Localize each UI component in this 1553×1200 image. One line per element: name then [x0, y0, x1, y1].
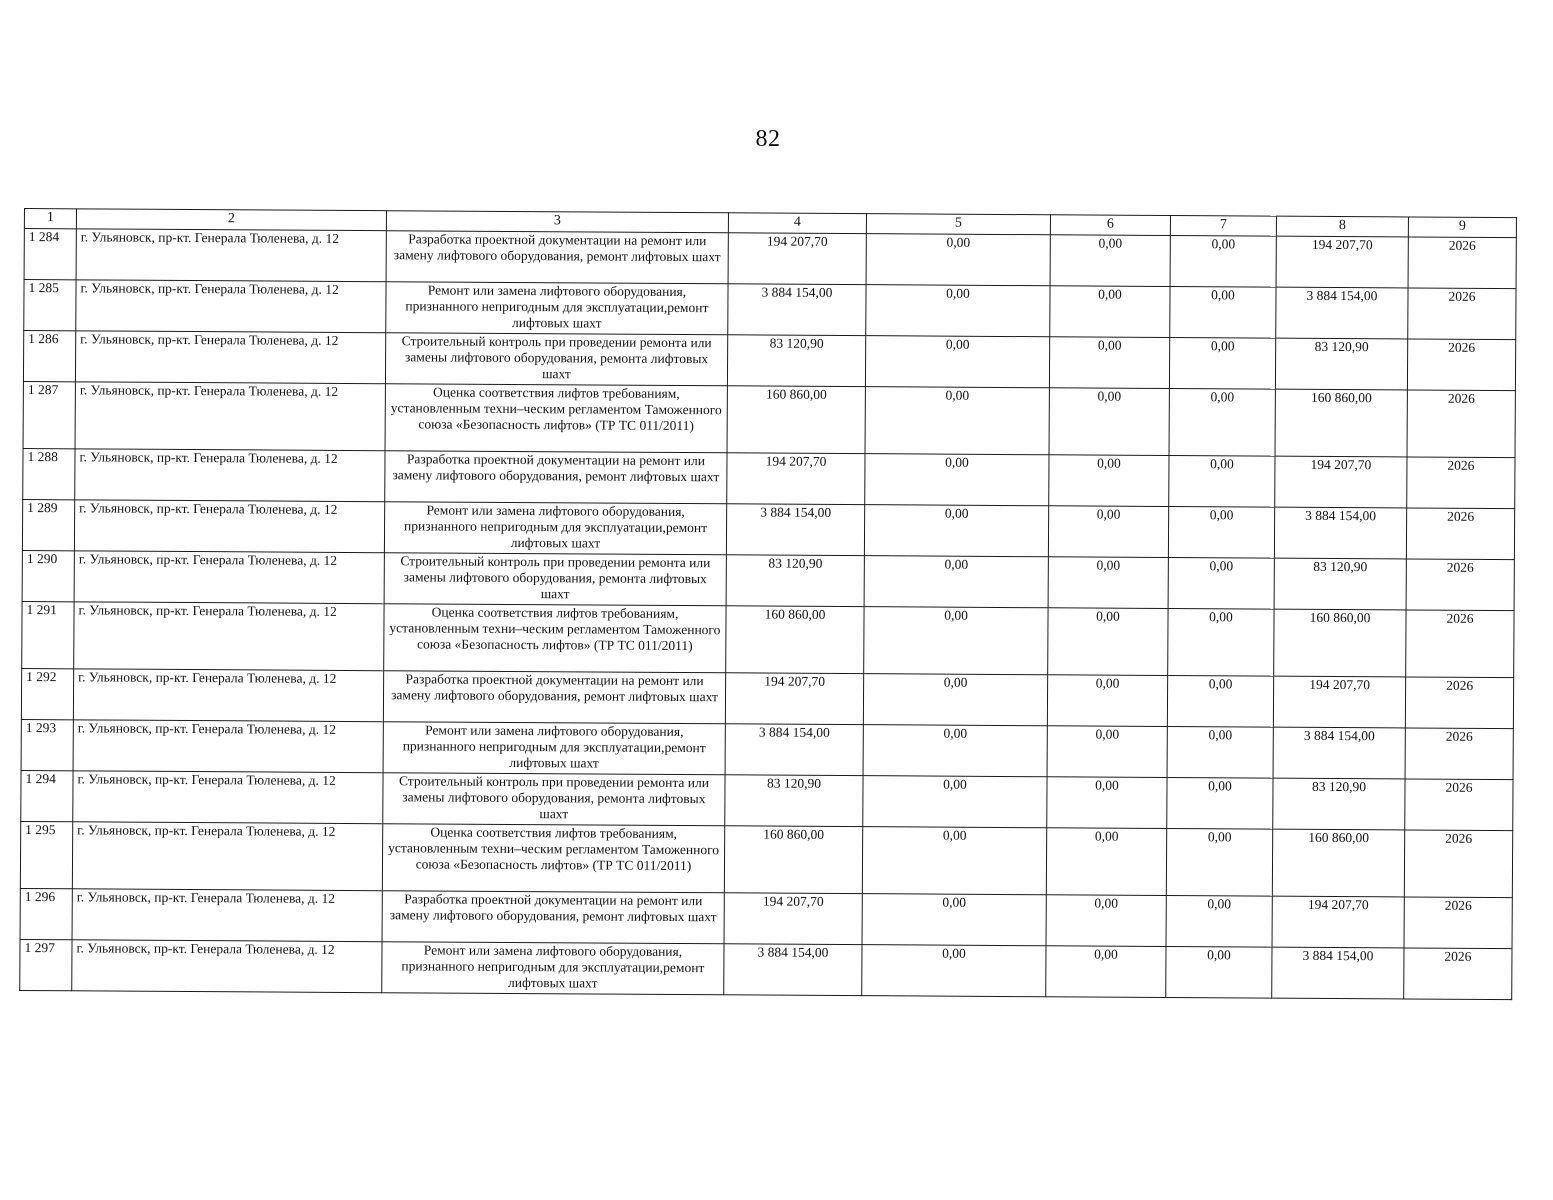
address-cell: г. Ульяновск, пр-кт. Генерала Тюленева, д. 12 — [74, 602, 384, 671]
column-header: 9 — [1408, 217, 1516, 238]
column-8-cell: 160 860,00 — [1275, 389, 1407, 457]
column-8-cell: 194 207,70 — [1272, 896, 1404, 948]
table-row — [21, 668, 1513, 728]
column-header: 2 — [76, 209, 386, 231]
total-cost-cell: 194 207,70 — [728, 233, 866, 285]
row-number-cell: 1 292 — [21, 668, 73, 719]
table-row — [22, 601, 1514, 677]
row-number-cell: 1 284 — [24, 229, 76, 280]
column-header: 6 — [1050, 215, 1170, 236]
column-8-cell: 83 120,90 — [1274, 558, 1406, 610]
year-cell: 2026 — [1406, 508, 1514, 560]
column-7-cell: 0,00 — [1168, 608, 1274, 676]
row-number-cell: 1 294 — [21, 770, 73, 821]
column-7-cell: 0,00 — [1169, 389, 1275, 457]
column-8-cell: 3 884 154,00 — [1273, 727, 1405, 779]
column-8-cell: 160 860,00 — [1274, 609, 1406, 677]
column-8-cell: 194 207,70 — [1275, 456, 1407, 508]
column-7-cell: 0,00 — [1169, 455, 1275, 507]
table-row — [21, 719, 1513, 779]
column-6-cell: 0,00 — [1050, 286, 1170, 338]
table-row — [23, 381, 1515, 457]
column-header: 7 — [1170, 216, 1276, 237]
column-6-cell: 0,00 — [1047, 675, 1167, 727]
address-cell: г. Ульяновск, пр-кт. Генерала Тюленева, д. 12 — [74, 551, 384, 604]
register-table-container — [19, 208, 1516, 1000]
column-5-cell: 0,00 — [865, 387, 1049, 455]
column-6-cell: 0,00 — [1048, 506, 1168, 558]
column-5-cell: 0,00 — [866, 285, 1050, 337]
column-5-cell: 0,00 — [865, 454, 1049, 506]
row-number-cell: 1 291 — [22, 601, 74, 668]
column-7-cell: 0,00 — [1170, 236, 1276, 288]
column-header: 3 — [386, 211, 728, 233]
column-5-cell: 0,00 — [864, 607, 1048, 675]
column-6-cell: 0,00 — [1050, 235, 1170, 287]
work-type-cell: Разработка проектной документации на ремонт или замену лифтового оборудования, ремонт лифтовых шахт — [382, 891, 724, 944]
total-cost-cell: 194 207,70 — [725, 673, 863, 725]
column-5-cell: 0,00 — [864, 556, 1048, 608]
row-number-cell: 1 286 — [23, 331, 75, 382]
year-cell: 2026 — [1404, 830, 1512, 898]
column-6-cell: 0,00 — [1046, 946, 1166, 998]
row-number-cell: 1 285 — [24, 280, 76, 331]
column-7-cell: 0,00 — [1167, 726, 1273, 778]
address-cell: г. Ульяновск, пр-кт. Генерала Тюленева, д. 12 — [76, 280, 386, 333]
total-cost-cell: 83 120,90 — [726, 555, 864, 607]
row-number-cell: 1 287 — [23, 381, 75, 448]
column-6-cell: 0,00 — [1046, 828, 1166, 896]
address-cell: г. Ульяновск, пр-кт. Генерала Тюленева, д. 12 — [73, 720, 383, 773]
row-number-cell: 1 295 — [20, 821, 72, 888]
table-row — [24, 229, 1516, 289]
table-row — [22, 499, 1514, 559]
column-8-cell: 3 884 154,00 — [1276, 287, 1408, 339]
column-7-cell: 0,00 — [1166, 946, 1272, 998]
row-number-cell: 1 297 — [20, 939, 72, 990]
register-table-body — [20, 229, 1517, 1000]
table-row — [23, 331, 1515, 391]
year-cell: 2026 — [1404, 897, 1512, 949]
address-cell: г. Ульяновск, пр-кт. Генерала Тюленева, д. 12 — [75, 382, 385, 451]
column-header: 8 — [1276, 216, 1408, 237]
work-type-cell: Разработка проектной документации на ремонт или замену лифтового оборудования, ремонт лифтовых шахт — [383, 671, 725, 724]
total-cost-cell: 160 860,00 — [724, 826, 862, 894]
work-type-cell: Оценка соответствия лифтов требованиям, установленным техни–ческим регламентом Таможенного союза «Безопасность лифтов» (ТР ТС 011/2011) — [384, 604, 726, 673]
column-6-cell: 0,00 — [1046, 895, 1166, 947]
column-6-cell: 0,00 — [1047, 777, 1167, 829]
page-number: 82 — [755, 126, 781, 152]
column-6-cell: 0,00 — [1049, 337, 1169, 389]
column-6-cell: 0,00 — [1049, 388, 1169, 456]
column-5-cell: 0,00 — [864, 505, 1048, 557]
year-cell: 2026 — [1408, 288, 1516, 340]
row-number-cell: 1 296 — [20, 888, 72, 939]
row-number-cell: 1 288 — [23, 448, 75, 499]
work-type-cell: Разработка проектной документации на ремонт или замену лифтового оборудования, ремонт лифтовых шахт — [386, 231, 728, 284]
table-row — [23, 448, 1515, 508]
year-cell: 2026 — [1404, 948, 1512, 1000]
table-row — [20, 821, 1512, 897]
total-cost-cell: 83 120,90 — [727, 335, 865, 387]
column-6-cell: 0,00 — [1049, 455, 1169, 507]
total-cost-cell: 194 207,70 — [724, 893, 862, 945]
work-type-cell: Ремонт или замена лифтового оборудования, признанного непригодным для эксплуатации,ремонт лифтовых шахт — [383, 722, 725, 775]
work-type-cell: Ремонт или замена лифтового оборудования, признанного непригодным для эксплуатации,ремонт лифтовых шахт — [382, 942, 724, 995]
total-cost-cell: 3 884 154,00 — [725, 724, 863, 776]
column-8-cell: 194 207,70 — [1273, 676, 1405, 728]
column-7-cell: 0,00 — [1168, 557, 1274, 609]
year-cell: 2026 — [1405, 779, 1513, 831]
column-5-cell: 0,00 — [863, 725, 1047, 777]
row-number-cell: 1 289 — [22, 499, 74, 550]
repair-register-table — [19, 208, 1517, 1000]
column-7-cell: 0,00 — [1166, 828, 1272, 896]
column-6-cell: 0,00 — [1047, 726, 1167, 778]
address-cell: г. Ульяновск, пр-кт. Генерала Тюленева, д. 12 — [76, 229, 386, 282]
column-5-cell: 0,00 — [862, 945, 1046, 997]
year-cell: 2026 — [1407, 339, 1515, 391]
year-cell: 2026 — [1408, 237, 1516, 289]
address-cell: г. Ульяновск, пр-кт. Генерала Тюленева, д. 12 — [75, 449, 385, 502]
column-8-cell: 194 207,70 — [1276, 236, 1408, 288]
work-type-cell: Строительный контроль при проведении ремонта или замены лифтового оборудования, ремонта лифтовых шахт — [384, 553, 726, 606]
column-7-cell: 0,00 — [1166, 895, 1272, 947]
address-cell: г. Ульяновск, пр-кт. Генерала Тюленева, д. 12 — [73, 771, 383, 824]
year-cell: 2026 — [1407, 457, 1515, 509]
table-row — [21, 770, 1513, 830]
column-8-cell: 83 120,90 — [1273, 778, 1405, 830]
work-type-cell: Оценка соответствия лифтов требованиям, установленным техни–ческим регламентом Таможенного союза «Безопасность лифтов» (ТР ТС 011/2011) — [382, 824, 724, 893]
work-type-cell: Ремонт или замена лифтового оборудования, признанного непригодным для эксплуатации,ремонт лифтовых шахт — [386, 282, 728, 335]
address-cell: г. Ульяновск, пр-кт. Генерала Тюленева, д. 12 — [72, 822, 382, 891]
column-7-cell: 0,00 — [1170, 287, 1276, 339]
column-5-cell: 0,00 — [866, 234, 1050, 286]
column-8-cell: 3 884 154,00 — [1274, 507, 1406, 559]
total-cost-cell: 3 884 154,00 — [728, 284, 866, 336]
address-cell: г. Ульяновск, пр-кт. Генерала Тюленева, д. 12 — [72, 940, 382, 993]
total-cost-cell: 160 860,00 — [727, 386, 865, 454]
work-type-cell: Строительный контроль при проведении ремонта или замены лифтового оборудования, ремонта лифтовых шахт — [383, 773, 725, 826]
address-cell: г. Ульяновск, пр-кт. Генерала Тюленева, д. 12 — [72, 889, 382, 942]
column-5-cell: 0,00 — [862, 894, 1046, 946]
total-cost-cell: 3 884 154,00 — [724, 944, 862, 996]
row-number-cell: 1 290 — [22, 550, 74, 601]
column-8-cell: 83 120,90 — [1275, 338, 1407, 390]
year-cell: 2026 — [1405, 677, 1513, 729]
column-5-cell: 0,00 — [865, 336, 1049, 388]
column-7-cell: 0,00 — [1168, 506, 1274, 558]
total-cost-cell: 3 884 154,00 — [726, 504, 864, 556]
table-row — [20, 888, 1512, 948]
work-type-cell: Разработка проектной документации на ремонт или замену лифтового оборудования, ремонт лифтовых шахт — [385, 451, 727, 504]
column-8-cell: 3 884 154,00 — [1272, 947, 1404, 999]
column-header: 5 — [866, 214, 1050, 235]
year-cell: 2026 — [1405, 728, 1513, 780]
table-row — [24, 280, 1516, 340]
column-7-cell: 0,00 — [1167, 675, 1273, 727]
address-cell: г. Ульяновск, пр-кт. Генерала Тюленева, д. 12 — [75, 331, 385, 384]
year-cell: 2026 — [1406, 610, 1514, 678]
column-5-cell: 0,00 — [863, 674, 1047, 726]
row-number-cell: 1 293 — [21, 719, 73, 770]
total-cost-cell: 160 860,00 — [726, 606, 864, 674]
column-8-cell: 160 860,00 — [1272, 829, 1404, 897]
address-cell: г. Ульяновск, пр-кт. Генерала Тюленева, д. 12 — [74, 500, 384, 553]
table-row — [22, 550, 1514, 610]
work-type-cell: Строительный контроль при проведении ремонта или замены лифтового оборудования, ремонта лифтовых шахт — [385, 333, 727, 386]
work-type-cell: Оценка соответствия лифтов требованиям, установленным техни–ческим регламентом Таможенного союза «Безопасность лифтов» (ТР ТС 011/2011) — [385, 384, 727, 453]
column-7-cell: 0,00 — [1167, 777, 1273, 829]
address-cell: г. Ульяновск, пр-кт. Генерала Тюленева, д. 12 — [73, 669, 383, 722]
column-7-cell: 0,00 — [1169, 338, 1275, 390]
column-5-cell: 0,00 — [862, 827, 1046, 895]
total-cost-cell: 83 120,90 — [725, 775, 863, 827]
table-row — [20, 939, 1512, 999]
column-6-cell: 0,00 — [1048, 557, 1168, 609]
work-type-cell: Ремонт или замена лифтового оборудования, признанного непригодным для эксплуатации,ремонт лифтовых шахт — [384, 502, 726, 555]
column-6-cell: 0,00 — [1048, 608, 1168, 676]
year-cell: 2026 — [1406, 559, 1514, 611]
total-cost-cell: 194 207,70 — [727, 453, 865, 505]
year-cell: 2026 — [1407, 390, 1515, 458]
column-header: 1 — [24, 209, 76, 229]
column-5-cell: 0,00 — [863, 776, 1047, 828]
column-header: 4 — [728, 213, 866, 234]
